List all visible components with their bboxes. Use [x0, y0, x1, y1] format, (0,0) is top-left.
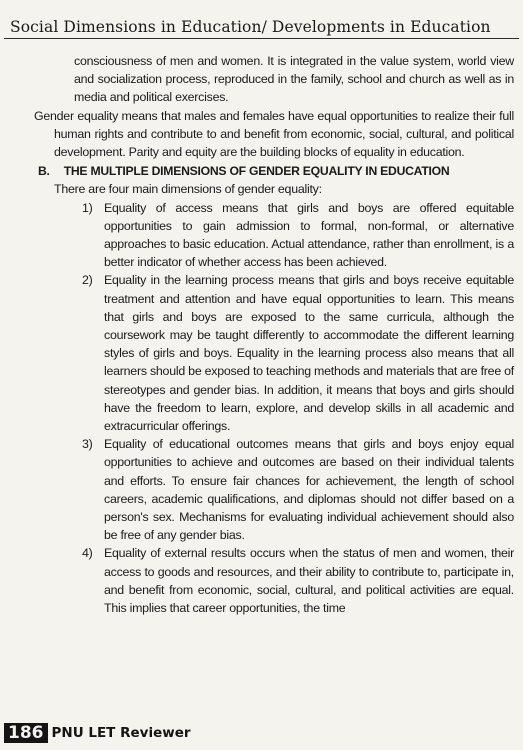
list-item-number: 4) — [82, 546, 93, 561]
list-item — [82, 199, 514, 272]
list-item-text: Equality of external results occurs when the status of men and women, their access to goods and resources, and their ability to contribute to, participate in, and benefit from economic, social, cultural, and political activities are equal. This implies that career opportunities, the time — [104, 546, 514, 616]
section-title: THE MULTIPLE DIMENSIONS OF GENDER EQUALITY IN EDUCATION — [63, 164, 450, 179]
list-item-number: 1) — [82, 200, 93, 215]
list-item — [82, 544, 514, 617]
list-item — [82, 435, 514, 544]
intro-line: There are four main dimensions of gender equality: — [54, 182, 322, 197]
list-item-number: 2) — [82, 273, 93, 288]
page-body — [14, 52, 514, 617]
definition-paragraph: Gender equality means that males and females have equal opportunities to realize their full human rights and contribute to and benefit from economic, social, cultural, and political development. Parity and equity are the building blocks of equality in education. — [34, 108, 514, 160]
list-item-text: Equality of access means that girls and boys are offered equitable opportunities to gain admission to formal, non-formal, or alternative approaches to basic education. Actual attendance, rather than enrollment, is a better indicator of whether access has been achieved. — [104, 200, 514, 270]
page-footer — [4, 722, 191, 744]
list-item — [82, 271, 514, 435]
section-letter: B. — [38, 164, 50, 179]
list-item-text: Equality of educational outcomes means that girls and boys enjoy equal opportunities to achieve and outcomes are based on their individual talents and efforts. To ensure fair chances for achievement, the length of school careers, academic qualifications, and diplomas should not differ based on a person's sex. Mechanisms for evaluating individual achievement should also be free of any gender bias. — [104, 437, 514, 543]
list-item-text: Equality in the learning process means that girls and boys receive equitable treatment and attention and have equal opportunities to learn. This means that girls and boys are exposed to the same curricula, although the coursework may be taught differently to accommodate the different learning styles of girls and boys. Equality in the learning process also means that all learners should be exposed to teaching methods and materials that are free of stereotypes and gender bias. In addition, it means that boys and girls should have the freedom to learn, explore, and develop skills in all academic and extracurricular offerings. — [104, 273, 514, 434]
continuation-paragraph: consciousness of men and women. It is integrated in the value system, world view and socialization process, reproduced in the family, school and church as well as in media and political exercises. — [74, 54, 514, 105]
list-item-number: 3) — [82, 437, 93, 452]
header-rule — [4, 38, 519, 39]
section-heading — [14, 162, 514, 180]
footer-title: PNU LET Reviewer — [51, 725, 191, 741]
running-header: Social Dimensions in Education/ Developments in Education — [10, 18, 491, 36]
page-number: 186 — [4, 723, 48, 743]
